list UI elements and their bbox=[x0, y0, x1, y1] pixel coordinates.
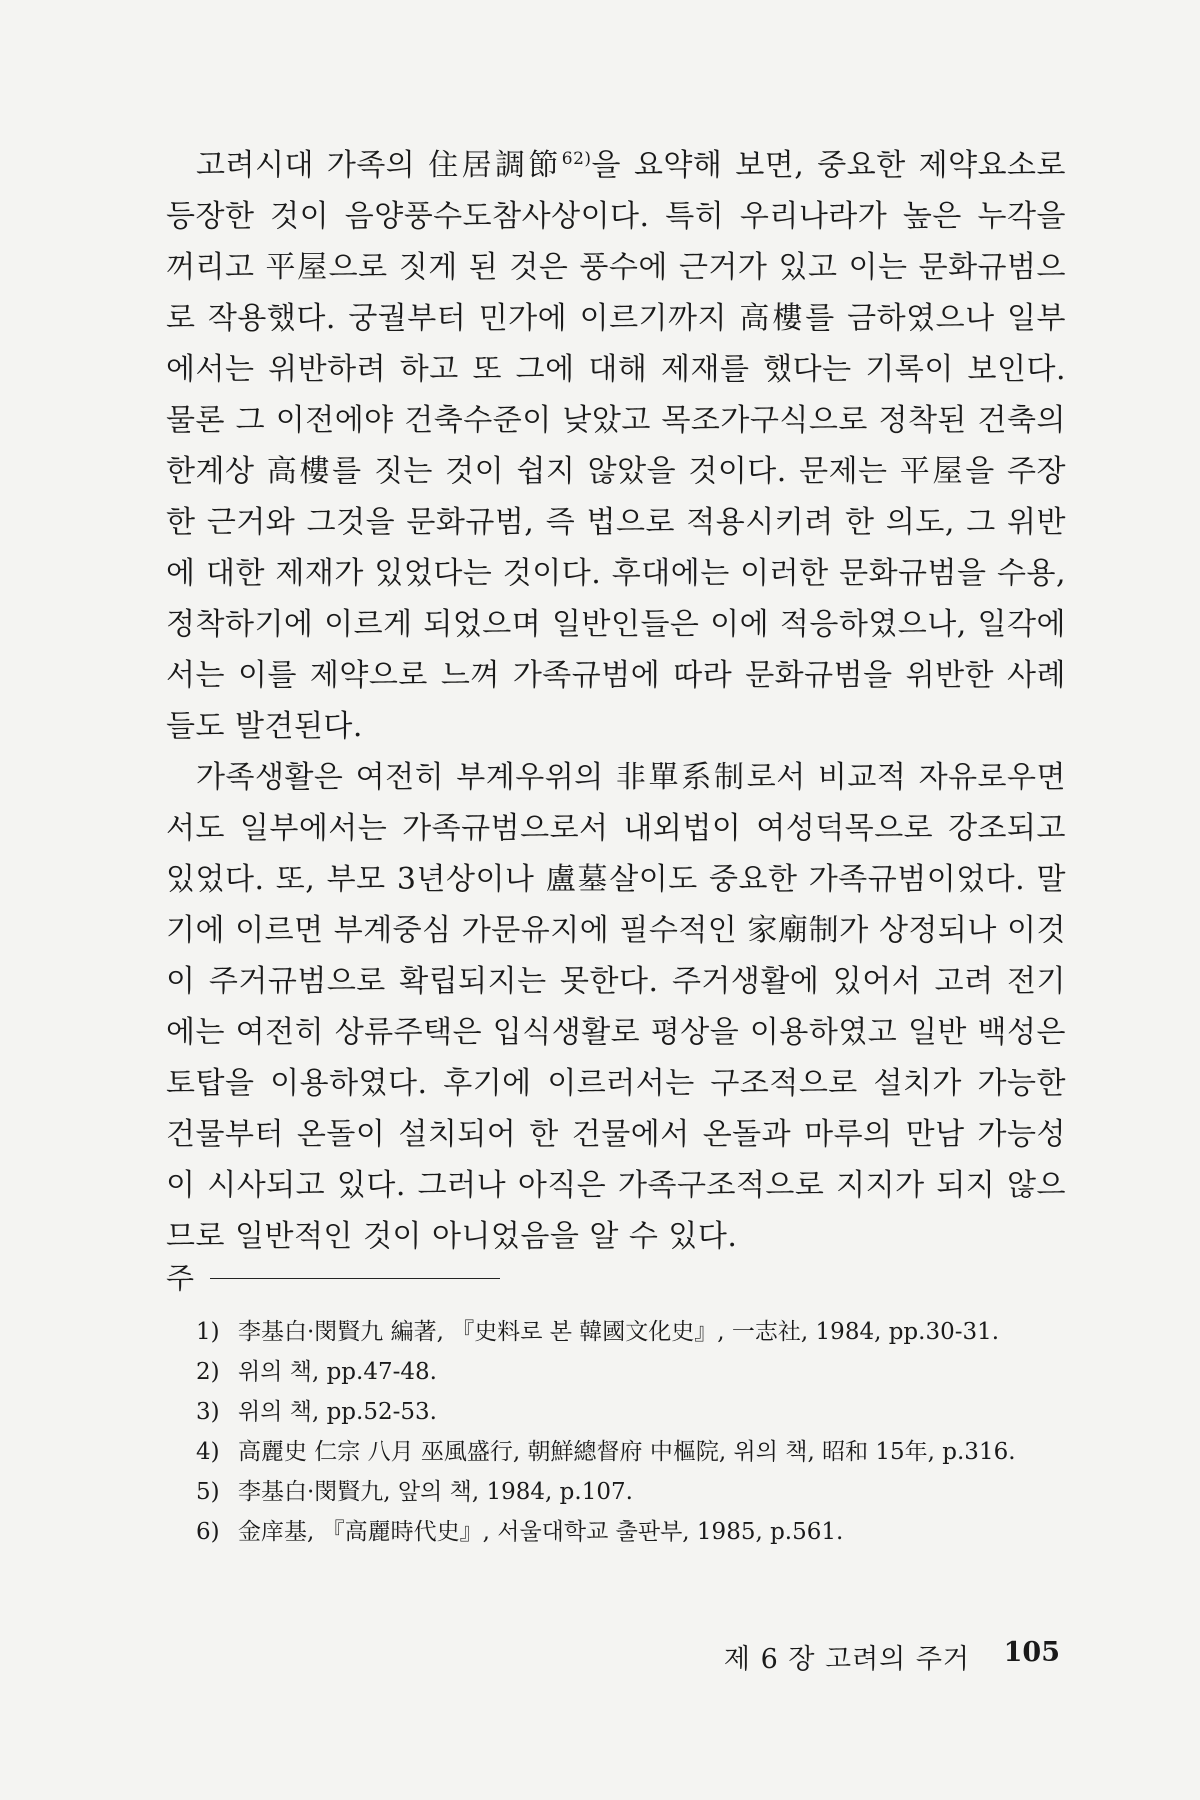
page-footer bbox=[0, 1637, 1200, 1677]
footnote-item bbox=[166, 1392, 1066, 1432]
page-number: 105 bbox=[1003, 1637, 1060, 1668]
footnote-number: 1) bbox=[196, 1319, 220, 1345]
footnote-text: 李基白·閔賢九, 앞의 책, 1984, p.107. bbox=[238, 1479, 633, 1505]
footnote-item bbox=[166, 1352, 1066, 1392]
footnote-text: 위의 책, pp.47-48. bbox=[238, 1359, 437, 1385]
footnote-number: 4) bbox=[196, 1439, 220, 1465]
footnote-number: 5) bbox=[196, 1479, 220, 1505]
paragraph-2: 가족생활은 여전히 부계우위의 非單系制로서 비교적 자유로우면서도 일부에서는 가족규범으로서 내외법이 여성덕목으로 강조되고 있었다. 또, 부모 3년상이나 盧墓살이도 중요한 가족규범이었다. 말기에 이르면 부계중심 가문유지에 필수적인 家廟制가 상정되나 이것이 주거규범으로 확립되지는 못한다. 주거생활에 있어서 고려 전기에는 여전히 상류주택은 입식생활로 평상을 이용하였고 일반 백성은 토탑을 이용하였다. 후기에 이르러서는 구조적으로 설치가 가능한 건물부터 온돌이 설치되어 한 건물에서 온돌과 마루의 만남 가능성이 시사되고 있다. 그러나 아직은 가족구조적으로 지지가 되지 않으므로 일반적인 것이 아니었음을 알 수 있다. bbox=[166, 760, 1066, 1254]
footnote-item bbox=[166, 1512, 1066, 1552]
body-text bbox=[166, 140, 1066, 1262]
footnotes-rule bbox=[210, 1278, 500, 1279]
running-head: 제 6 장 고려의 주거 bbox=[723, 1644, 970, 1675]
footnote-text: 金庠基, 『高麗時代史』, 서울대학교 출판부, 1985, p.561. bbox=[238, 1519, 844, 1545]
footnote-text: 위의 책, pp.52-53. bbox=[238, 1399, 437, 1425]
paragraph-1 bbox=[166, 140, 1066, 752]
footnotes-heading-row bbox=[166, 1258, 1066, 1294]
footnote-item bbox=[166, 1472, 1066, 1512]
footnotes-heading: 주 bbox=[166, 1260, 195, 1295]
footnote-reference: 62) bbox=[561, 149, 592, 169]
paragraph-1-start: 고려시대 가족의 住居調節 bbox=[196, 148, 562, 183]
footnote-text: 高麗史 仁宗 八月 巫風盛行, 朝鮮總督府 中樞院, 위의 책, 昭和 15年, p.316. bbox=[238, 1439, 1016, 1465]
footnotes-section bbox=[166, 1258, 1066, 1552]
footnote-number: 6) bbox=[196, 1519, 220, 1545]
footnote-item bbox=[166, 1312, 1066, 1352]
footnote-number: 3) bbox=[196, 1399, 220, 1425]
paragraph-1-rest: 을 요약해 보면, 중요한 제약요소로 등장한 것이 음양풍수도참사상이다. 특히 우리나라가 높은 누각을 꺼리고 平屋으로 짓게 된 것은 풍수에 근거가 있고 이는 문화규범으로 작용했다. 궁궐부터 민가에 이르기까지 高樓를 금하였으나 일부에서는 위반하려 하고 또 그에 대해 제재를 했다는 기록이 보인다. 물론 그 이전에야 건축수준이 낮았고 목조가구식으로 정착된 건축의 한계상 高樓를 짓는 것이 쉽지 않았을 것이다. 문제는 平屋을 주장한 근거와 그것을 문화규범, 즉 법으로 적용시키려 한 의도, 그 위반에 대한 제재가 있었다는 것이다. 후대에는 이러한 문화규범을 수용, 정착하기에 이르게 되었으며 일반인들은 이에 적응하였으나, 일각에서는 이를 제약으로 느껴 가족규범에 따라 문화규범을 위반한 사례들도 발견된다. bbox=[166, 148, 1067, 744]
footnote-item bbox=[166, 1432, 1066, 1472]
footnote-text: 李基白·閔賢九 編著, 『史料로 본 韓國文化史』, 一志社, 1984, pp.30-31. bbox=[238, 1319, 1000, 1345]
footnote-list bbox=[166, 1312, 1066, 1552]
footnote-number: 2) bbox=[196, 1359, 220, 1385]
